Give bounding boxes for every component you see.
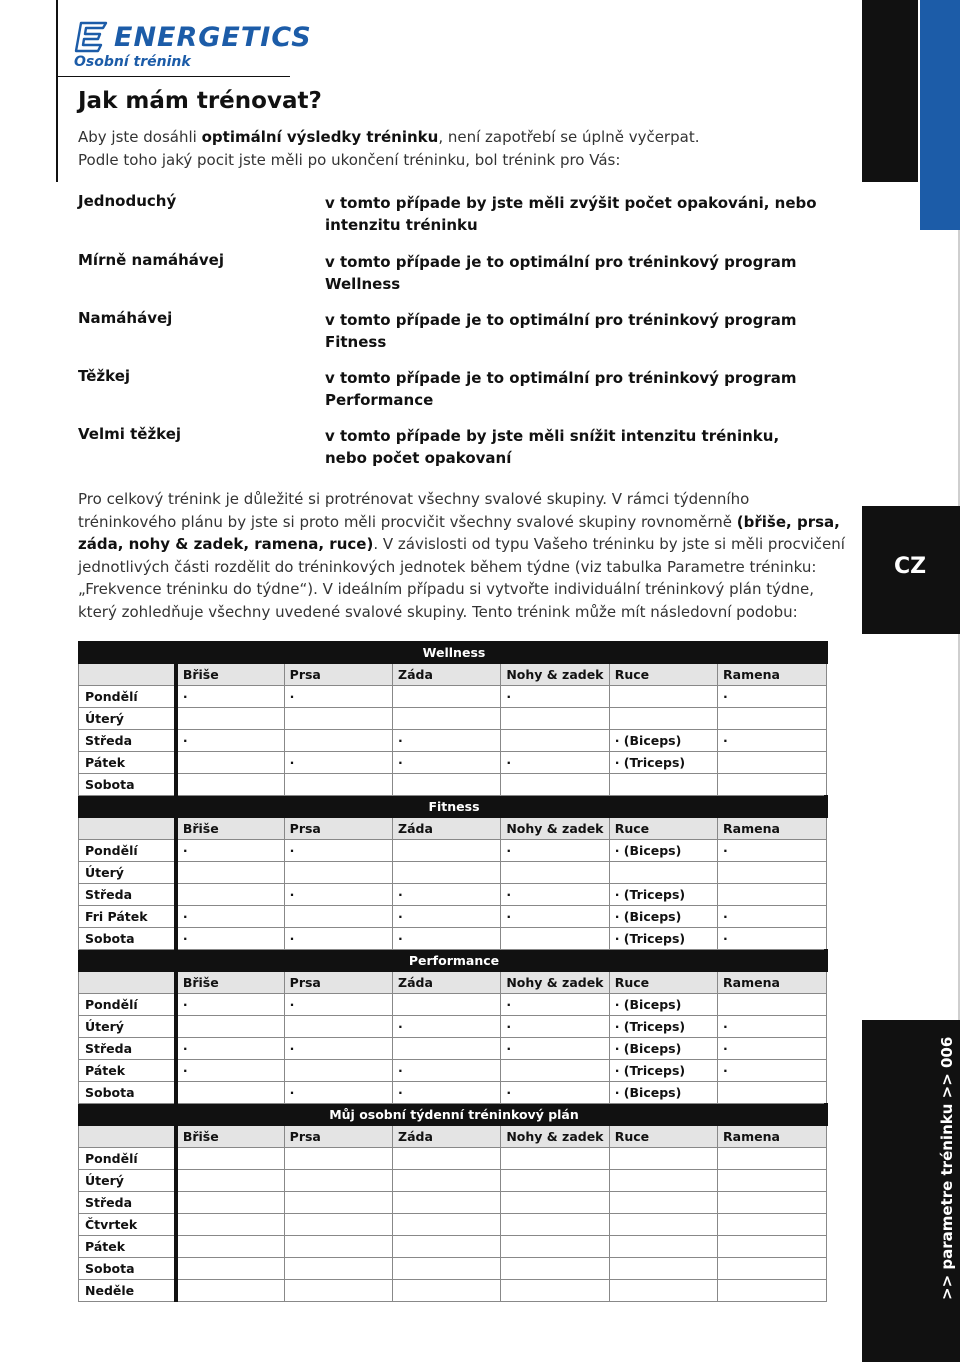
table-row [79, 884, 827, 906]
plan-cell [718, 708, 826, 730]
plan-cell [284, 1280, 392, 1302]
header-corner [79, 972, 176, 994]
table-row [79, 862, 827, 884]
day-label: Středa [79, 1192, 176, 1214]
day-label: Úterý [79, 862, 176, 884]
plan-cell: · [393, 884, 501, 906]
brand-logo [74, 20, 312, 76]
plan-cell [393, 774, 501, 796]
column-header: Ramena [718, 972, 826, 994]
table-row [79, 686, 827, 708]
plan-cell: · [393, 1060, 501, 1082]
plan-cell [718, 1214, 826, 1236]
plan-cell: · (Biceps) [609, 906, 717, 928]
header-corner [79, 818, 176, 840]
plan-cell: · [393, 752, 501, 774]
plan-cell [176, 1236, 284, 1258]
brand-name: ENERGETICS [114, 22, 312, 53]
day-label: Pondělí [79, 994, 176, 1016]
plan-cell [393, 1236, 501, 1258]
table-row [79, 840, 827, 862]
plan-cell: · (Triceps) [609, 928, 717, 950]
plan-cell [609, 1280, 717, 1302]
day-label: Úterý [79, 1170, 176, 1192]
plan-cell [609, 686, 717, 708]
plan-cell [393, 1148, 501, 1170]
plan-cell [501, 774, 609, 796]
plan-cell [176, 1258, 284, 1280]
plan-cell [501, 1192, 609, 1214]
level-name: Mírně namáhávej [78, 251, 224, 269]
day-label: Úterý [79, 708, 176, 730]
plan-cell: · [718, 840, 826, 862]
plan-cell [718, 1258, 826, 1280]
plan-cell: · [284, 928, 392, 950]
plan-cell: · (Biceps) [609, 1082, 717, 1104]
table-section-title-row [79, 642, 827, 664]
day-label: Sobota [79, 1082, 176, 1104]
plan-cell [609, 774, 717, 796]
plan-cell [718, 994, 826, 1016]
plan-cell: · [284, 686, 392, 708]
plan-cell: · (Triceps) [609, 1016, 717, 1038]
plan-cell [609, 1170, 717, 1192]
page-title: Jak mám trénovat? [78, 88, 322, 114]
plan-cell [284, 1214, 392, 1236]
energetics-e-icon [74, 20, 108, 54]
column-header: Ruce [609, 1126, 717, 1148]
level-description: v tomto případe by jste měli zvýšit počet opakováni, nebo intenzitu tréninku [325, 194, 817, 234]
column-header: Prsa [284, 1126, 392, 1148]
plan-cell: · [176, 994, 284, 1016]
day-label: Sobota [79, 928, 176, 950]
column-header: Nohy & zadek [501, 818, 609, 840]
plan-cell [718, 752, 826, 774]
language-label: CZ [893, 554, 927, 579]
plan-cell [501, 730, 609, 752]
plan-cell [718, 1236, 826, 1258]
plan-cell: · [393, 730, 501, 752]
side-tab-label: >> parametre tréninku >> 006 [938, 1036, 956, 1300]
header-rule [58, 76, 290, 77]
plan-cell [284, 1016, 392, 1038]
table-section-title: Wellness [79, 642, 827, 664]
plan-cell: · [284, 1038, 392, 1060]
column-header: Nohy & zadek [501, 972, 609, 994]
plan-cell [609, 1236, 717, 1258]
paragraph-part1: Pro celkový trénink je důležité si protrénovat všechny svalové skupiny. V rámci týdenního tréninkového plánu by jste si proto měli procvičit všechny svalové skupiny rovnoměrně [78, 490, 750, 531]
plan-cell [609, 1258, 717, 1280]
column-header: Břiše [176, 1126, 284, 1148]
plan-cell [176, 1192, 284, 1214]
plan-cell [176, 1016, 284, 1038]
plan-cell: · [718, 906, 826, 928]
intro-text [78, 126, 858, 172]
table-section-title: Můj osobní týdenní tréninkový plán [79, 1104, 827, 1126]
plan-cell [176, 884, 284, 906]
day-label: Pondělí [79, 1148, 176, 1170]
plan-cell [718, 1148, 826, 1170]
table-row [79, 1148, 827, 1170]
column-header: Ramena [718, 664, 826, 686]
plan-cell: · [501, 840, 609, 862]
plan-cell: · (Biceps) [609, 994, 717, 1016]
plan-cell [176, 1082, 284, 1104]
level-name: Těžkej [78, 367, 131, 385]
paragraph-part3: . V závislosti od typu Vašeho tréninku by jste si měli procvičení jednotlivých části rozdělit do tréninkových jednotek během týdne (viz tabulka Parametre tréninku: „Frekvence tréninku do týdne“). V ideálním případu si vytvořte individuální tréninkový plán týdne, který zohledňuje všechny uvedené svalové skupiny. Tento trénink může mít následovní podobu: [78, 535, 845, 621]
table-section-title: Fitness [79, 796, 827, 818]
table-section-title-row [79, 950, 827, 972]
plan-cell [176, 708, 284, 730]
plan-cell: · [176, 730, 284, 752]
plan-cell: · [176, 686, 284, 708]
table-row [79, 1236, 827, 1258]
plan-cell: · [176, 840, 284, 862]
plan-cell [393, 1280, 501, 1302]
day-label: Pondělí [79, 840, 176, 862]
plan-cell [609, 1148, 717, 1170]
plan-cell [176, 1214, 284, 1236]
day-label: Čtvrtek [79, 1214, 176, 1236]
plan-cell: · (Triceps) [609, 752, 717, 774]
table-header-row [79, 664, 827, 686]
plan-cell: · [501, 752, 609, 774]
plan-cell [176, 774, 284, 796]
plan-cell [176, 862, 284, 884]
table-row [79, 1082, 827, 1104]
column-header: Břiše [176, 818, 284, 840]
plan-cell [609, 708, 717, 730]
table-row [79, 752, 827, 774]
plan-cell [501, 1214, 609, 1236]
column-header: Ruce [609, 972, 717, 994]
plan-cell [393, 708, 501, 730]
header-corner [79, 1126, 176, 1148]
plan-cell: · [718, 686, 826, 708]
table-row [79, 1192, 827, 1214]
plan-cell: · [718, 1060, 826, 1082]
table-row [79, 1038, 827, 1060]
plan-cell: · [393, 906, 501, 928]
table-row [79, 1280, 827, 1302]
paragraph-muscle-groups: (břiše, prsa, záda, nohy & zadek, ramena, ruce) [78, 512, 840, 554]
plan-cell: · [718, 1038, 826, 1060]
column-header: Záda [393, 664, 501, 686]
plan-cell: · [393, 1082, 501, 1104]
body-paragraph [78, 488, 848, 624]
plan-cell [284, 1170, 392, 1192]
intro-line1-bold: optimální výsledky tréninku [201, 128, 439, 146]
plan-cell: · [284, 994, 392, 1016]
plan-cell: · (Biceps) [609, 840, 717, 862]
plan-cell [718, 774, 826, 796]
day-label: Neděle [79, 1280, 176, 1302]
plan-cell: · (Biceps) [609, 1038, 717, 1060]
plan-cell [284, 862, 392, 884]
brand-subtitle: Osobní trénink [74, 54, 191, 70]
level-description: v tomto případe je to optimální pro tréninkový program Fitness [325, 311, 797, 351]
plan-cell [284, 1258, 392, 1280]
column-header: Nohy & zadek [501, 664, 609, 686]
language-tab [862, 506, 960, 634]
plan-cell [501, 1148, 609, 1170]
plan-cell [718, 884, 826, 906]
header-corner [79, 664, 176, 686]
plan-cell [393, 1258, 501, 1280]
plan-cell: · [176, 1038, 284, 1060]
plan-cell [501, 862, 609, 884]
plan-cell [176, 1170, 284, 1192]
table-header-row [79, 818, 827, 840]
plan-cell: · [176, 1060, 284, 1082]
plan-cell [501, 1170, 609, 1192]
plan-cell: · [501, 1082, 609, 1104]
day-label: Sobota [79, 1258, 176, 1280]
plan-cell [501, 1258, 609, 1280]
plan-cell: · (Triceps) [609, 884, 717, 906]
level-name: Namáhávej [78, 309, 173, 327]
day-label: Pátek [79, 1060, 176, 1082]
plan-cell: · [501, 994, 609, 1016]
plan-cell: · [501, 906, 609, 928]
intro-line1-end: , není zapotřebí se úplně vyčerpat. [438, 128, 700, 146]
plan-cell: · [501, 1038, 609, 1060]
day-label: Pondělí [79, 686, 176, 708]
plan-cell: · [393, 1016, 501, 1038]
column-header: Ruce [609, 664, 717, 686]
table-section-title-row [79, 1104, 827, 1126]
training-plan-table [78, 641, 828, 1302]
plan-cell [609, 862, 717, 884]
intro-line2: Podle toho jaký pocit jste měli po ukončení tréninku, bol trénink pro Vás: [78, 151, 621, 169]
plan-cell: · [176, 928, 284, 950]
plan-cell [501, 1236, 609, 1258]
plan-cell: · [501, 884, 609, 906]
plan-cell [718, 1082, 826, 1104]
plan-cell [609, 1214, 717, 1236]
corner-block-blue [920, 0, 960, 230]
column-header: Záda [393, 972, 501, 994]
corner-block-black [862, 0, 918, 182]
column-header: Ramena [718, 1126, 826, 1148]
intro-line1-start: Aby jste dosáhli [78, 128, 202, 146]
plan-cell [393, 1170, 501, 1192]
column-header: Prsa [284, 972, 392, 994]
day-label: Pátek [79, 752, 176, 774]
column-header: Ruce [609, 818, 717, 840]
day-label: Úterý [79, 1016, 176, 1038]
plan-cell [718, 1192, 826, 1214]
table-row [79, 1060, 827, 1082]
plan-cell: · [718, 730, 826, 752]
table-section-title: Performance [79, 950, 827, 972]
table-row [79, 1170, 827, 1192]
table-row [79, 774, 827, 796]
plan-cell [718, 1280, 826, 1302]
plan-cell [284, 1192, 392, 1214]
plan-cell [501, 1060, 609, 1082]
plan-cell [718, 862, 826, 884]
plan-cell [284, 1060, 392, 1082]
column-header: Záda [393, 818, 501, 840]
table-row [79, 730, 827, 752]
plan-cell: · [284, 840, 392, 862]
table-row [79, 1016, 827, 1038]
day-label: Středa [79, 884, 176, 906]
plan-cell [393, 1038, 501, 1060]
table-header-row [79, 972, 827, 994]
table-row [79, 1214, 827, 1236]
plan-cell: · [718, 928, 826, 950]
day-label: Středa [79, 730, 176, 752]
column-header: Záda [393, 1126, 501, 1148]
day-label: Středa [79, 1038, 176, 1060]
column-header: Břiše [176, 972, 284, 994]
level-name: Velmi těžkej [78, 425, 182, 443]
plan-cell: · [718, 1016, 826, 1038]
plan-cell: · (Triceps) [609, 1060, 717, 1082]
plan-cell [393, 686, 501, 708]
plan-cell [176, 752, 284, 774]
column-header: Nohy & zadek [501, 1126, 609, 1148]
day-label: Pátek [79, 1236, 176, 1258]
table-row [79, 708, 827, 730]
plan-cell [284, 906, 392, 928]
day-label: Sobota [79, 774, 176, 796]
plan-cell: · [284, 1082, 392, 1104]
plan-cell [609, 1192, 717, 1214]
table-header-row [79, 1126, 827, 1148]
plan-cell [176, 1148, 284, 1170]
column-header: Ramena [718, 818, 826, 840]
day-label: Fri Pátek [79, 906, 176, 928]
frame-line-left [56, 0, 58, 182]
table-row [79, 994, 827, 1016]
table-row [79, 1258, 827, 1280]
level-name: Jednoduchý [78, 192, 177, 210]
plan-cell [393, 994, 501, 1016]
plan-cell: · [176, 906, 284, 928]
table-section-title-row [79, 796, 827, 818]
table-row [79, 906, 827, 928]
table-row [79, 928, 827, 950]
plan-cell: · [284, 752, 392, 774]
column-header: Prsa [284, 664, 392, 686]
plan-cell [393, 840, 501, 862]
plan-cell: · [393, 928, 501, 950]
plan-cell [718, 1170, 826, 1192]
plan-cell: · [284, 884, 392, 906]
plan-cell: · (Biceps) [609, 730, 717, 752]
column-header: Prsa [284, 818, 392, 840]
plan-cell [284, 1148, 392, 1170]
plan-cell [393, 1192, 501, 1214]
plan-cell [501, 928, 609, 950]
level-description: v tomto případe je to optimální pro tréninkový program Wellness [325, 253, 797, 293]
plan-cell: · [501, 686, 609, 708]
plan-cell [176, 1280, 284, 1302]
plan-cell [393, 862, 501, 884]
plan-cell [501, 708, 609, 730]
level-description: v tomto případe je to optimální pro tréninkový program Performance [325, 369, 797, 409]
plan-cell [284, 730, 392, 752]
plan-cell [501, 1280, 609, 1302]
plan-cell [284, 774, 392, 796]
level-description: v tomto případe by jste měli snížit intenzitu tréninku, nebo počet opakovaní [325, 427, 780, 467]
plan-cell [393, 1214, 501, 1236]
plan-cell: · [501, 1016, 609, 1038]
column-header: Břiše [176, 664, 284, 686]
plan-cell [284, 1236, 392, 1258]
plan-cell [284, 708, 392, 730]
